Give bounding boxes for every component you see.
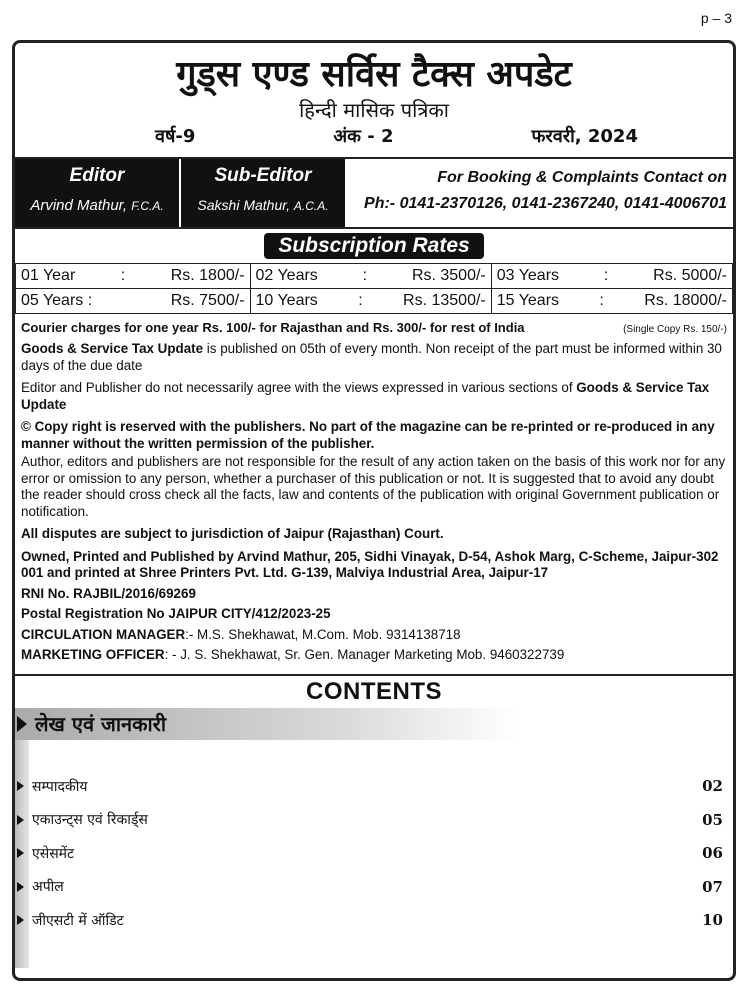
single-copy-price: (Single Copy Rs. 150/-) [623, 324, 727, 335]
toc-item-page: 06 [702, 844, 723, 863]
rate-cell: 15 Years : Rs. 18000/- [491, 289, 732, 314]
toc-item-label: अपील [32, 879, 64, 896]
editor-qualification: F.C.A. [131, 199, 164, 213]
rate-cell: 03 Years : Rs. 5000/- [491, 264, 732, 289]
magazine-title: गुड्स एण्ड सर्विस टैक्स अपडेट [176, 54, 572, 95]
contents-area [15, 708, 733, 968]
contact-label: For Booking & Complaints Contact on [437, 169, 727, 186]
rate-cell: 01 Year : Rs. 1800/- [16, 264, 251, 289]
subscription-table [15, 263, 733, 314]
liability-note: Author, editors and publishers are not responsible for the result of any action taken on the basis of this work nor for any error or omission to any person, whether a purchaser of this publication or not. It is suggested that to avoid any doubt the reader should cross check all the facts, law and contents of the publication with original Government publication or notification. [21, 454, 726, 519]
editor-name: Arvind Mathur, [30, 197, 128, 214]
magazine-subtitle: हिन्दी मासिक पत्रिका [299, 98, 449, 122]
divider [15, 674, 733, 676]
contact-phones: Ph:- 0141-2370126, 0141-2367240, 0141-4006701 [364, 195, 727, 212]
toc-item[interactable] [15, 904, 733, 938]
section-header [15, 708, 733, 740]
triangle-bullet-icon [17, 848, 24, 858]
subscription-heading: Subscription Rates [264, 233, 483, 259]
contact-box [345, 159, 733, 227]
marketing-officer: MARKETING OFFICER: - J. S. Shekhawat, Sr. Gen. Manager Marketing Mob. 9460322739 [21, 647, 565, 662]
masthead-frame [12, 40, 736, 981]
rate-cell: 02 Years : Rs. 3500/- [250, 264, 491, 289]
rate-cell: 10 Years : Rs. 13500/- [250, 289, 491, 314]
toc-item[interactable] [15, 803, 733, 837]
rate-cell: 05 Years : Rs. 7500/- [16, 289, 251, 314]
section-title: लेख एवं जानकारी [35, 712, 167, 736]
toc-item[interactable] [15, 770, 733, 804]
editor-title: Editor [69, 165, 125, 186]
toc-item-page: 05 [702, 810, 723, 829]
subeditor-box [181, 159, 345, 227]
editor-disclaimer: Editor and Publisher do not necessarily agree with the views expressed in various sections of Goods & Service Tax Update [21, 380, 710, 412]
toc-item-label: जीएसटी में ऑडिट [32, 912, 124, 929]
toc-item-page: 10 [702, 911, 723, 930]
page-number: p – 3 [700, 10, 732, 26]
editor-band [15, 157, 733, 229]
owner-note: Owned, Printed and Published by Arvind Mathur, 205, Sidhi Vinayak, D-54, Ashok Marg, C-Scheme, Jaipur-302 001 and printed at Shree Printers Pvt. Ltd. G-139, Malviya Industrial Area, Jaipur-17 [21, 548, 719, 580]
toc-item-label: एकाउन्ट्स एवं रिकार्ड्स [32, 812, 148, 829]
triangle-bullet-icon [17, 915, 24, 925]
publication-note: Goods & Service Tax Update is published on 05th of every month. Non receipt of the part must be informed within 30 days of the due date [21, 341, 722, 373]
subeditor-name: Sakshi Mathur, [197, 197, 291, 213]
subeditor-title: Sub-Editor [214, 165, 312, 186]
subeditor-qualification: A.C.A. [293, 199, 329, 213]
triangle-bullet-icon [17, 781, 24, 791]
toc-item-label: सम्पादकीय [32, 778, 88, 795]
copyright-note: © Copy right is reserved with the publishers. No part of the magazine can be re-printed or re-produced in any manner without the written permission of the publisher. [21, 419, 715, 451]
issue-info [15, 123, 733, 151]
issue-date: फरवरी, 2024 [531, 126, 638, 147]
volume: वर्ष-9 [155, 126, 196, 147]
table-row [16, 264, 733, 289]
toc-list [15, 770, 733, 938]
courier-note: Courier charges for one year Rs. 100/- for Rajasthan and Rs. 300/- for rest of India (Single Copy Rs. 150/-) [21, 320, 727, 335]
editor-box [15, 159, 181, 227]
toc-item-page: 02 [702, 777, 723, 796]
toc-item-page: 07 [702, 877, 723, 896]
toc-item[interactable] [15, 837, 733, 871]
rni-number: RNI No. RAJBIL/2016/69269 [21, 585, 196, 601]
table-row [16, 289, 733, 314]
jurisdiction-note: All disputes are subject to jurisdiction of Jaipur (Rajasthan) Court. [21, 526, 444, 541]
toc-item[interactable] [15, 870, 733, 904]
triangle-bullet-icon [17, 716, 27, 732]
triangle-bullet-icon [17, 815, 24, 825]
postal-registration: Postal Registration No JAIPUR CITY/412/2023-25 [21, 606, 331, 621]
toc-item-label: एसेसमेंट [32, 845, 75, 862]
issue-number: अंक - 2 [333, 126, 394, 147]
contents-heading: CONTENTS [306, 677, 442, 705]
triangle-bullet-icon [17, 882, 24, 892]
circulation-manager: CIRCULATION MANAGER:- M.S. Shekhawat, M.Com. Mob. 9314138718 [21, 626, 461, 642]
